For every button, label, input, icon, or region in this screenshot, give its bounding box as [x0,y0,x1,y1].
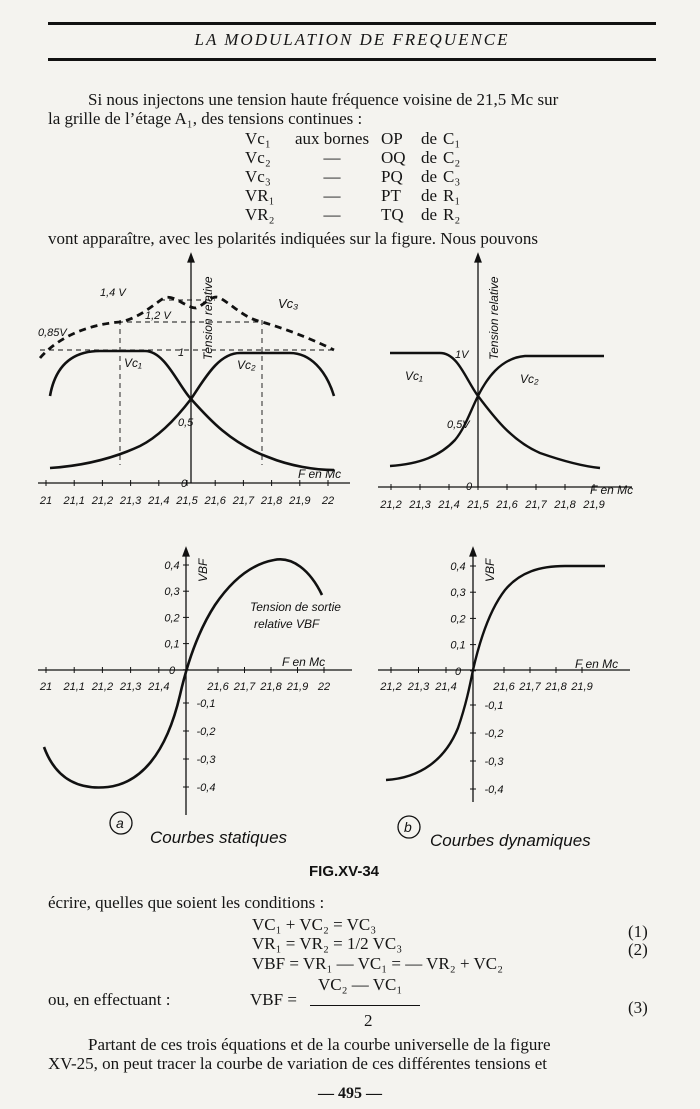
equation-1-number: (1) [628,922,648,941]
label-vc1: Vc₁ [405,369,423,383]
caption-b-letter: b [404,819,412,835]
curve-vbf-static [44,559,322,787]
x-tick-label: 21,5 [467,499,489,511]
y-tick-label: -0,4 [484,784,504,796]
x-tick-label: 21,2 [91,681,114,693]
voltage-separator: — [323,148,341,167]
y-tick-label: 0,2 [450,613,466,626]
x-tick-label: 21,7 [232,495,255,507]
component-name: C₂ [443,148,461,167]
curve-vc1-static [50,351,334,470]
figure-label: FIG.XV-34 [309,863,380,880]
x-tick-label: 21,9 [289,495,311,507]
plot-b-top-y-arrow [475,254,481,262]
voltage-de: de [420,148,438,167]
x-tick-label: 21,7 [519,681,541,693]
y-tick-label: -0,3 [196,754,216,766]
intro-line-1: Si nous injectons une tension haute fréquence voisine de 21,5 Mc sur [88,90,559,109]
x-tick-label: 21,3 [407,681,430,693]
equation-3: VBF = VR₁ — VC₁ = — VR₂ + VC₂ [252,954,504,973]
voltage-de: de [420,186,438,205]
x-tick-label: 21,8 [545,681,567,693]
x-tick-label: 21,7 [233,681,256,693]
equation-4-denominator: 2 [364,1011,373,1030]
y-axis-label: Tension relative [201,276,215,360]
terminal-pair: PT [381,186,401,205]
curve-vc2-static [50,353,334,468]
voltage-list [245,129,460,224]
caption-a-text: Courbes statiques [150,828,288,847]
voltage-list-row [245,167,460,186]
terminal-pair: OQ [381,148,406,167]
y-tick-label: -0,4 [196,782,216,794]
voltage-symbol: VR₂ [245,205,275,224]
voltage-list-row [245,129,460,148]
x-tick-label: 21,8 [260,495,283,507]
x-tick-label: 21,4 [438,499,460,511]
label-vc2: Vc₂ [520,372,539,386]
voltage-de: de [420,129,438,148]
voltage-de: de [420,205,438,224]
y-tick-label: 0,1 [450,639,466,652]
intro-line-2: la grille de l’étage A₁, des tensions continues : [48,109,363,128]
x-tick-label: 22 [321,495,335,507]
y-tick-label: 1 [178,347,185,359]
x-tick-label: 21,2 [91,495,114,507]
x-axis-label: F en Mc [575,657,619,671]
voltage-list-row [245,148,460,167]
x-tick-label: 21,1 [63,495,85,507]
annotation-1-2v: 1,2 V [145,310,171,322]
y-tick-label: 0,3 [164,586,180,599]
terminal-pair: OP [381,129,403,148]
caption-a-letter: a [116,815,124,831]
component-name: R₁ [443,186,461,205]
x-tick-label: 21,9 [571,681,593,693]
plot-a-top-y-arrow [188,254,194,262]
component-name: R₂ [443,205,461,224]
x-tick-label: 21,6 [207,681,229,693]
x-tick-label: 21,1 [63,681,85,693]
y-tick-label: -0,2 [484,728,504,740]
y-tick-label: 0 [168,664,176,677]
header-top-rule [48,22,656,25]
terminal-pair: PQ [381,167,403,186]
annotation-0-85v: 0,85V [38,327,67,339]
equation-4-number: (3) [628,998,648,1017]
conclusion-line-1: Partant de ces trois équations et de la courbe universelle de la figure [88,1035,551,1054]
x-tick-label: 21,3 [119,495,142,507]
x-tick-label: 22 [317,681,331,693]
x-tick-label: 21,7 [525,499,547,511]
y-tick-label: 0,5 [178,417,194,429]
equation-4-numerator: VC₂ — VC₁ [318,975,403,994]
x-tick-label: 21,9 [286,681,309,693]
voltage-separator: — [323,167,341,186]
x-tick-label: 21,9 [583,499,605,511]
voltage-symbol: Vc₂ [245,148,271,167]
plot-a-bottom-y-arrow [183,548,189,556]
label-vc3: Vc₃ [278,296,299,311]
after-figure-line: écrire, quelles que soient les conditions : [48,893,325,912]
equation-1: VC₁ + VC₂ = VC₃ [252,915,377,934]
x-tick-label: 21,5 [176,495,198,507]
x-axis-label: F en Mc [282,655,326,669]
voltage-list-row [245,205,460,224]
x-tick-label: 21,4 [148,681,170,693]
equation-2-number: (2) [628,940,648,959]
running-header: LA MODULATION DE FREQUENCE [194,30,510,49]
y-tick-label: 0,5V [447,419,470,431]
component-name: C₁ [443,129,461,148]
intro-line-3: vont apparaître, avec les polarités indiquées sur la figure. Nous pouvons [48,229,539,248]
y-tick-label: 0 [466,481,473,493]
y-tick-label: 0 [454,665,462,678]
x-tick-label: 21,8 [260,681,282,693]
terminal-pair: TQ [381,205,404,224]
y-tick-label: 0,2 [164,612,180,625]
x-tick-label: 21 [39,495,53,507]
y-tick-label: -0,2 [196,726,216,738]
equation-4-prefix: ou, en effectuant : [48,990,171,1009]
y-axis-label: Tension relative [487,276,501,360]
voltage-symbol: Vc₁ [245,129,271,148]
y-axis-label: VBF [196,558,210,582]
equation-4-lhs: VBF = [250,990,297,1009]
fraction-bar [310,1005,420,1006]
figure-xv-34 [0,250,700,885]
voltage-separator: — [323,186,341,205]
voltage-symbol: VR₁ [245,186,275,205]
label-vc2: Vc₂ [237,358,256,372]
y-tick-label: -0,3 [484,756,504,768]
x-tick-label: 21,3 [119,681,142,693]
x-axis-label: F en Mc [590,483,634,497]
annotation-output-voltage-1: Tension de sortie [250,600,341,614]
voltage-de: de [420,167,438,186]
caption-b-text: Courbes dynamiques [430,831,591,850]
y-tick-label: 0,1 [164,638,180,651]
x-tick-label: 21,6 [496,499,518,511]
voltage-list-row [245,186,460,205]
x-tick-label: 21,8 [554,499,576,511]
x-tick-label: 21,4 [435,681,457,693]
voltage-separator: — [323,205,341,224]
header-bottom-rule [48,58,656,61]
y-tick-label: 1V [455,349,469,361]
x-tick-label: 21,6 [493,681,515,693]
plot-b-bottom-y-arrow [470,548,476,556]
x-tick-label: 21,3 [409,499,431,511]
x-tick-label: 21 [39,681,53,693]
label-vc1: Vc₁ [124,356,142,370]
voltage-symbol: Vc₃ [245,167,271,186]
y-tick-label: 0,4 [164,560,180,572]
component-name: C₃ [443,167,461,186]
y-tick-label: -0,1 [484,700,504,712]
x-tick-label: 21,2 [380,499,402,511]
y-tick-label: 0 [181,478,188,490]
x-axis-label: F en Mc [298,467,342,481]
voltage-separator: aux bornes [294,129,370,148]
y-axis-label: VBF [483,558,497,582]
equation-2: VR₁ = VR₂ = 1/2 VC₃ [252,934,403,953]
page-number: — 495 — [318,1085,382,1102]
x-tick-label: 21,6 [204,495,226,507]
x-tick-label: 21,2 [380,681,402,693]
annotation-1-4v: 1,4 V [100,287,126,299]
x-tick-label: 21,4 [148,495,170,507]
y-tick-label: 0,3 [450,587,466,600]
y-tick-label: 0,4 [450,561,466,573]
annotation-output-voltage-2: relative VBF [254,617,320,631]
y-tick-label: -0,1 [196,698,216,710]
conclusion-line-2: XV-25, on peut tracer la courbe de variation de ces différentes tensions et [48,1054,547,1073]
